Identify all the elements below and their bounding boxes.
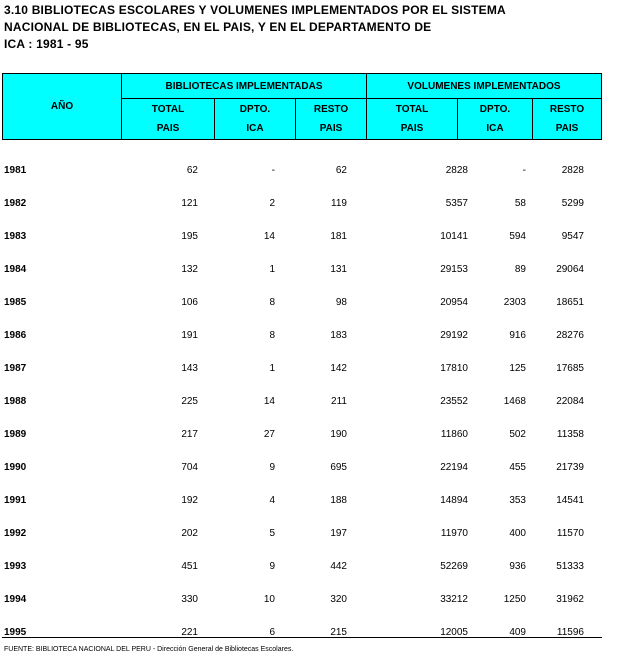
- table-body: [2, 160, 602, 655]
- cell-vol-total: 29192: [440, 330, 468, 341]
- cell-bib-resto: 98: [335, 297, 347, 308]
- cell-vol-resto: 11596: [556, 627, 584, 638]
- cell-vol-resto: 18651: [556, 297, 584, 308]
- title-line-1: 3.10 BIBLIOTECAS ESCOLARES Y VOLUMENES IMPLEMENTADOS POR EL SISTEMA: [4, 3, 506, 17]
- cell-vol-resto: 2828: [561, 165, 584, 176]
- cell-vol-total: 5357: [445, 198, 468, 209]
- table-row: [2, 226, 602, 259]
- cell-bib-total: 202: [181, 528, 198, 539]
- header-group-bibliotecas: BIBLIOTECAS IMPLEMENTADAS: [122, 74, 367, 99]
- row-year: 1992: [4, 528, 27, 539]
- cell-vol-resto: 11358: [556, 429, 584, 440]
- cell-vol-total: 12005: [440, 627, 468, 638]
- cell-vol-resto: 51333: [556, 561, 584, 572]
- cell-vol-resto: 9547: [561, 231, 584, 242]
- cell-bib-ica: 10: [263, 594, 275, 605]
- cell-vol-resto: 29064: [556, 264, 584, 275]
- cell-bib-resto: 183: [330, 330, 347, 341]
- cell-vol-ica: 353: [509, 495, 526, 506]
- cell-vol-ica: 1250: [503, 594, 526, 605]
- row-year: 1989: [4, 429, 27, 440]
- cell-bib-resto: 181: [330, 231, 347, 242]
- cell-vol-ica: 1468: [503, 396, 526, 407]
- cell-vol-ica: 409: [509, 627, 526, 638]
- cell-bib-ica: 2: [269, 198, 275, 209]
- table-row: [2, 358, 602, 391]
- header-col-dpto-ica-1: DPTO. ICA: [215, 99, 296, 140]
- table-row: [2, 523, 602, 556]
- cell-bib-ica: 8: [269, 330, 275, 341]
- cell-bib-resto: 442: [330, 561, 347, 572]
- cell-vol-ica: 455: [509, 462, 526, 473]
- cell-bib-total: 221: [181, 627, 198, 638]
- cell-vol-resto: 22084: [556, 396, 584, 407]
- row-year: 1985: [4, 297, 27, 308]
- cell-vol-total: 14894: [440, 495, 468, 506]
- table-row: [2, 490, 602, 523]
- cell-vol-ica: 594: [509, 231, 526, 242]
- cell-vol-resto: 21739: [556, 462, 584, 473]
- cell-bib-ica: 14: [263, 396, 275, 407]
- table-row: [2, 556, 602, 589]
- cell-bib-resto: 211: [331, 396, 347, 407]
- cell-bib-ica: -: [271, 165, 275, 176]
- title-line-3: ICA : 1981 - 95: [4, 37, 89, 51]
- cell-vol-resto: 5299: [561, 198, 584, 209]
- cell-bib-ica: 9: [269, 462, 275, 473]
- cell-bib-total: 121: [181, 198, 198, 209]
- row-year: 1994: [4, 594, 27, 605]
- table-row: [2, 193, 602, 226]
- cell-vol-total: 17810: [440, 363, 468, 374]
- table-row: [2, 160, 602, 193]
- cell-bib-resto: 119: [331, 198, 347, 209]
- cell-bib-total: 704: [181, 462, 198, 473]
- cell-vol-total: 33212: [440, 594, 468, 605]
- row-year: 1982: [4, 198, 27, 209]
- cell-bib-total: 191: [181, 330, 198, 341]
- cell-bib-resto: 320: [330, 594, 347, 605]
- row-year: 1986: [4, 330, 27, 341]
- row-year: 1990: [4, 462, 27, 473]
- cell-bib-ica: 14: [263, 231, 275, 242]
- cell-vol-ica: 89: [514, 264, 526, 275]
- cell-vol-resto: 28276: [556, 330, 584, 341]
- cell-vol-ica: 502: [509, 429, 526, 440]
- title-line-2: NACIONAL DE BIBLIOTECAS, EN EL PAIS, Y EN EL DEPARTAMENTO DE: [4, 20, 432, 34]
- cell-vol-resto: 17685: [556, 363, 584, 374]
- cell-vol-total: 20954: [440, 297, 468, 308]
- cell-vol-resto: 14541: [556, 495, 584, 506]
- table-header: [2, 73, 602, 140]
- cell-vol-total: 22194: [440, 462, 468, 473]
- cell-bib-ica: 4: [269, 495, 275, 506]
- cell-bib-ica: 6: [269, 627, 275, 638]
- cell-vol-ica: 936: [509, 561, 526, 572]
- cell-bib-total: 192: [181, 495, 198, 506]
- row-year: 1993: [4, 561, 27, 572]
- cell-bib-total: 62: [186, 165, 198, 176]
- row-year: 1983: [4, 231, 27, 242]
- table-row: [2, 292, 602, 325]
- cell-bib-ica: 5: [269, 528, 275, 539]
- cell-vol-ica: -: [522, 165, 526, 176]
- footer-divider: [2, 637, 602, 638]
- cell-bib-total: 330: [181, 594, 198, 605]
- table-row: [2, 259, 602, 292]
- header-group-volumenes: VOLUMENES IMPLEMENTADOS: [367, 74, 602, 99]
- cell-bib-total: 195: [181, 231, 198, 242]
- cell-bib-resto: 142: [330, 363, 347, 374]
- cell-vol-total: 2828: [445, 165, 468, 176]
- cell-bib-total: 106: [181, 297, 198, 308]
- cell-bib-ica: 27: [263, 429, 275, 440]
- cell-bib-total: 217: [181, 429, 198, 440]
- cell-bib-resto: 695: [330, 462, 347, 473]
- header-col-dpto-ica-2: DPTO. ICA: [458, 99, 533, 140]
- cell-bib-resto: 188: [330, 495, 347, 506]
- header-col-resto-pais-1: RESTO PAIS: [296, 99, 367, 140]
- cell-bib-total: 143: [181, 363, 198, 374]
- cell-vol-total: 11970: [440, 528, 468, 539]
- cell-bib-ica: 1: [269, 264, 275, 275]
- cell-bib-resto: 62: [335, 165, 347, 176]
- row-year: 1991: [4, 495, 27, 506]
- table-row: [2, 424, 602, 457]
- table-title: [4, 2, 604, 53]
- cell-vol-resto: 11570: [556, 528, 584, 539]
- cell-vol-total: 10141: [440, 231, 468, 242]
- row-year: 1995: [4, 627, 27, 638]
- table-row: [2, 391, 602, 424]
- cell-vol-total: 23552: [440, 396, 468, 407]
- cell-bib-ica: 9: [269, 561, 275, 572]
- header-col-total-pais-2: TOTAL PAIS: [367, 99, 458, 140]
- table-row: [2, 325, 602, 358]
- cell-vol-resto: 31962: [556, 594, 584, 605]
- cell-bib-resto: 215: [330, 627, 347, 638]
- table-row: [2, 589, 602, 622]
- cell-bib-total: 451: [181, 561, 198, 572]
- row-year: 1987: [4, 363, 27, 374]
- cell-bib-resto: 131: [330, 264, 347, 275]
- row-year: 1981: [4, 165, 27, 176]
- table-row: [2, 457, 602, 490]
- row-year: 1988: [4, 396, 27, 407]
- cell-vol-total: 52269: [440, 561, 468, 572]
- cell-bib-resto: 197: [330, 528, 347, 539]
- cell-vol-total: 29153: [440, 264, 468, 275]
- cell-bib-ica: 8: [269, 297, 275, 308]
- cell-vol-ica: 2303: [503, 297, 526, 308]
- cell-vol-total: 11860: [440, 429, 468, 440]
- cell-vol-ica: 58: [514, 198, 526, 209]
- cell-vol-ica: 125: [509, 363, 526, 374]
- cell-vol-ica: 916: [509, 330, 526, 341]
- cell-bib-total: 225: [181, 396, 198, 407]
- cell-bib-resto: 190: [330, 429, 347, 440]
- header-col-resto-pais-2: RESTO PAIS: [533, 99, 602, 140]
- header-col-total-pais-1: TOTAL PAIS: [122, 99, 215, 140]
- header-year: AÑO: [3, 74, 122, 140]
- cell-bib-ica: 1: [269, 363, 275, 374]
- row-year: 1984: [4, 264, 27, 275]
- cell-bib-total: 132: [181, 264, 198, 275]
- source-note: FUENTE: BIBLIOTECA NACIONAL DEL PERU - Dirección General de Bibliotecas Escolares.: [4, 646, 294, 653]
- cell-vol-ica: 400: [509, 528, 526, 539]
